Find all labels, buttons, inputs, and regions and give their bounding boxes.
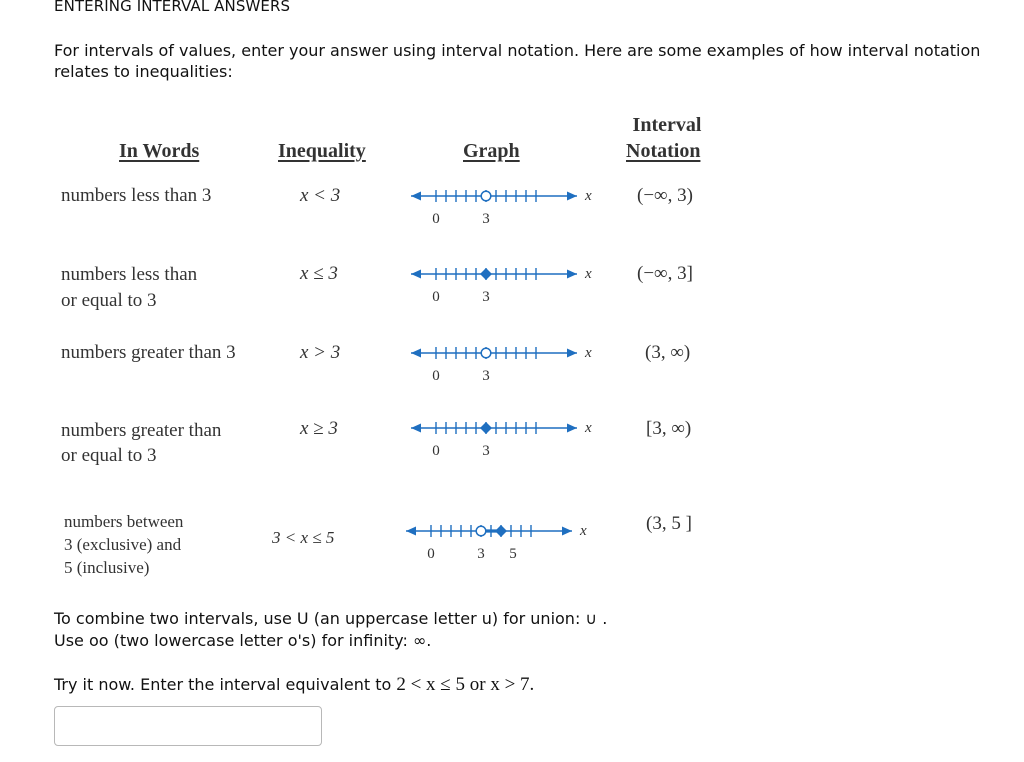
row-5-words-line1: numbers between [64, 512, 184, 531]
closed-endpoint-3 [480, 268, 492, 280]
row-2-tick-0: 0 [432, 289, 440, 305]
intro-text: For intervals of values, enter your answer using interval notation. Here are some examples of how interval notation relates to inequalities: [54, 41, 981, 81]
row-1-inequality: x < 3 [300, 185, 341, 206]
row-1-words: numbers less than 3 [61, 185, 212, 206]
open-endpoint-3 [481, 191, 491, 201]
row-3-axis-var: x [585, 345, 592, 361]
row-1-tick-3: 3 [482, 211, 490, 227]
row-3-inequality: x > 3 [300, 342, 341, 363]
row-1-notation: (−∞, 3) [637, 185, 693, 206]
row-3-tick-3: 3 [482, 368, 490, 384]
row-4-tick-3: 3 [482, 443, 490, 459]
section-heading: ENTERING INTERVAL ANSWERS [54, 0, 291, 15]
row-5-words-line2: 3 (exclusive) and [64, 535, 182, 554]
row-4-number-line [405, 414, 595, 462]
row-2-inequality: x ≤ 3 [300, 263, 338, 284]
row-3-words: numbers greater than 3 [61, 342, 236, 363]
header-in-words: In Words [119, 140, 200, 162]
row-2-number-line [405, 260, 595, 308]
row-4-words-line2: or equal to 3 [61, 445, 157, 466]
row-5-inequality: 3 < x ≤ 5 [272, 528, 335, 547]
row-5-number-line [400, 517, 590, 565]
header-inequality: Inequality [278, 140, 366, 162]
row-1-tick-0: 0 [432, 211, 440, 227]
open-endpoint-3 [481, 348, 491, 358]
row-2-tick-3: 3 [482, 289, 490, 305]
closed-endpoint-3 [480, 422, 492, 434]
row-2-notation: (−∞, 3] [637, 263, 693, 284]
row-3-number-line [405, 339, 595, 387]
try-it-prompt [54, 674, 534, 696]
row-2-words-line2: or equal to 3 [61, 290, 157, 311]
row-1-number-line [405, 182, 595, 230]
row-4-inequality: x ≥ 3 [300, 418, 338, 439]
row-4-tick-0: 0 [432, 443, 440, 459]
row-2-words-line1: numbers less than [61, 264, 198, 285]
row-5-words-line3: 5 (inclusive) [64, 558, 150, 577]
header-interval: Interval [632, 114, 702, 136]
header-graph: Graph [463, 140, 520, 162]
header-notation: Notation [626, 140, 701, 162]
answer-input[interactable] [54, 706, 322, 746]
open-endpoint-3 [476, 526, 486, 536]
try-it-text: Try it now. Enter the interval equivalent to [54, 675, 392, 694]
row-5-tick-0: 0 [427, 546, 435, 562]
row-5-axis-var: x [580, 523, 587, 539]
union-instruction: To combine two intervals, use U (an uppercase letter u) for union: ∪ . [54, 609, 608, 628]
row-5-tick-3: 3 [477, 546, 485, 562]
row-2-axis-var: x [585, 266, 592, 282]
try-it-expression: 2 < x ≤ 5 or x > 7. [396, 674, 535, 695]
infinity-instruction: Use oo (two lowercase letter o's) for infinity: ∞. [54, 631, 432, 650]
row-4-notation: [3, ∞) [646, 418, 692, 439]
row-5-tick-5: 5 [509, 546, 517, 562]
row-3-notation: (3, ∞) [645, 342, 691, 363]
row-4-axis-var: x [585, 420, 592, 436]
row-3-tick-0: 0 [432, 368, 440, 384]
closed-endpoint-5 [495, 525, 507, 537]
row-1-axis-var: x [585, 188, 592, 204]
row-4-words-line1: numbers greater than [61, 420, 222, 441]
row-5-notation: (3, 5 ] [646, 513, 692, 534]
